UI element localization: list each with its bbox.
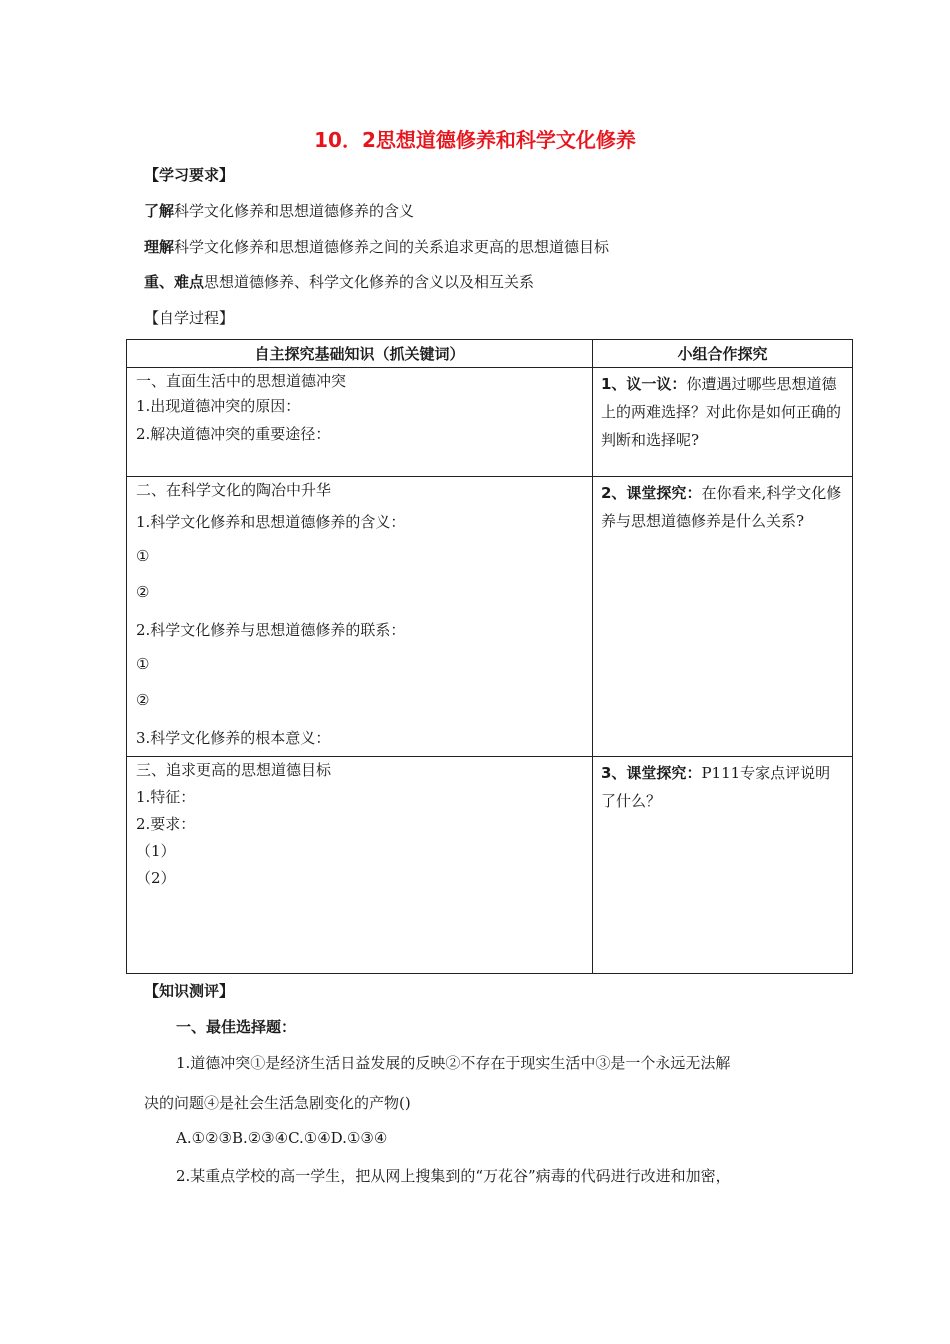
cell-line: 1.特征： bbox=[136, 788, 196, 806]
self-study-heading: 【自学过程】 bbox=[144, 309, 235, 327]
requirements-heading: 【学习要求】 bbox=[144, 166, 235, 184]
page-title: 10．2思想道德修养和科学文化修养 bbox=[314, 128, 636, 152]
classroom-inquiry-label: 3、课堂探究： bbox=[601, 764, 702, 782]
column-header-group-study: 小组合作探究 bbox=[593, 340, 853, 368]
question-1-options: A.①②③B.②③④C.①④D.①③④ bbox=[176, 1129, 388, 1147]
test-heading: 【知识测评】 bbox=[144, 982, 235, 1000]
cell-line: ① bbox=[136, 547, 150, 565]
cell-line: 2.解决道德冲突的重要途径： bbox=[136, 425, 331, 443]
cell-line: 三、追求更高的思想道德目标 bbox=[136, 761, 332, 779]
question-1-line-2: 决的问题④是社会生活急剧变化的产物() bbox=[144, 1094, 411, 1112]
cell-line: 二、在科学文化的陶冶中升华 bbox=[136, 481, 332, 499]
cell-line: 1.出现道德冲突的原因： bbox=[136, 397, 301, 415]
requirement-comprehend bbox=[144, 236, 609, 257]
cell-line: 1.科学文化修养和思想道德修养的含义： bbox=[136, 513, 406, 531]
classroom-inquiry-text: P111专家点评说明了什么？ bbox=[601, 764, 831, 810]
table-row bbox=[127, 477, 853, 757]
requirement-understand bbox=[144, 200, 414, 221]
self-study-cell bbox=[127, 368, 593, 477]
cell-line: （2） bbox=[136, 869, 176, 887]
cell-line: （1） bbox=[136, 842, 176, 860]
self-study-cell bbox=[127, 477, 593, 757]
discussion-text: 你遭遇过哪些思想道德上的两难选择？对此你是如何正确的判断和选择呢? bbox=[601, 375, 842, 449]
requirement-text: 科学文化修养和思想道德修养的含义 bbox=[174, 202, 415, 220]
table-row bbox=[127, 368, 853, 477]
cell-line: ② bbox=[136, 691, 150, 709]
classroom-inquiry-text: 在你看来,科学文化修养与思想道德修养是什么关系? bbox=[601, 484, 842, 530]
cell-line: ② bbox=[136, 583, 150, 601]
cell-line: 3.科学文化修养的根本意义： bbox=[136, 729, 331, 747]
cell-line: 一、直面生活中的思想道德冲突 bbox=[136, 372, 347, 390]
cell-line: ① bbox=[136, 655, 150, 673]
requirement-text: 思想道德修养、科学文化修养的含义以及相互关系 bbox=[204, 273, 535, 291]
group-study-cell bbox=[593, 477, 853, 757]
column-header-self-study: 自主探究基础知识（抓关键词） bbox=[127, 340, 593, 368]
discussion-label: 1、议一议： bbox=[601, 375, 687, 393]
question-1-line-1: 1.道德冲突①是经济生活日益发展的反映②不存在于现实生活中③是一个永远无法解 bbox=[176, 1054, 731, 1072]
requirement-text: 科学文化修养和思想道德修养之间的关系追求更高的思想道德目标 bbox=[174, 238, 610, 256]
test-section-title: 一、最佳选择题： bbox=[176, 1018, 297, 1036]
group-study-cell bbox=[593, 368, 853, 477]
cell-line: 2.要求： bbox=[136, 815, 196, 833]
requirement-key-points bbox=[144, 271, 534, 292]
table-header-row bbox=[127, 340, 853, 368]
classroom-inquiry-label: 2、课堂探究： bbox=[601, 484, 702, 502]
self-study-cell bbox=[127, 757, 593, 974]
question-2-line-1: 2.某重点学校的高一学生，把从网上搜集到的“万花谷”病毒的代码进行改进和加密， bbox=[176, 1167, 731, 1185]
group-study-cell bbox=[593, 757, 853, 974]
cell-line: 2.科学文化修养与思想道德修养的联系： bbox=[136, 621, 406, 639]
requirement-key: 重、难点 bbox=[144, 273, 205, 291]
table-row bbox=[127, 757, 853, 974]
study-table bbox=[126, 339, 853, 974]
requirement-key: 了解 bbox=[144, 202, 175, 220]
requirement-key: 理解 bbox=[144, 238, 175, 256]
